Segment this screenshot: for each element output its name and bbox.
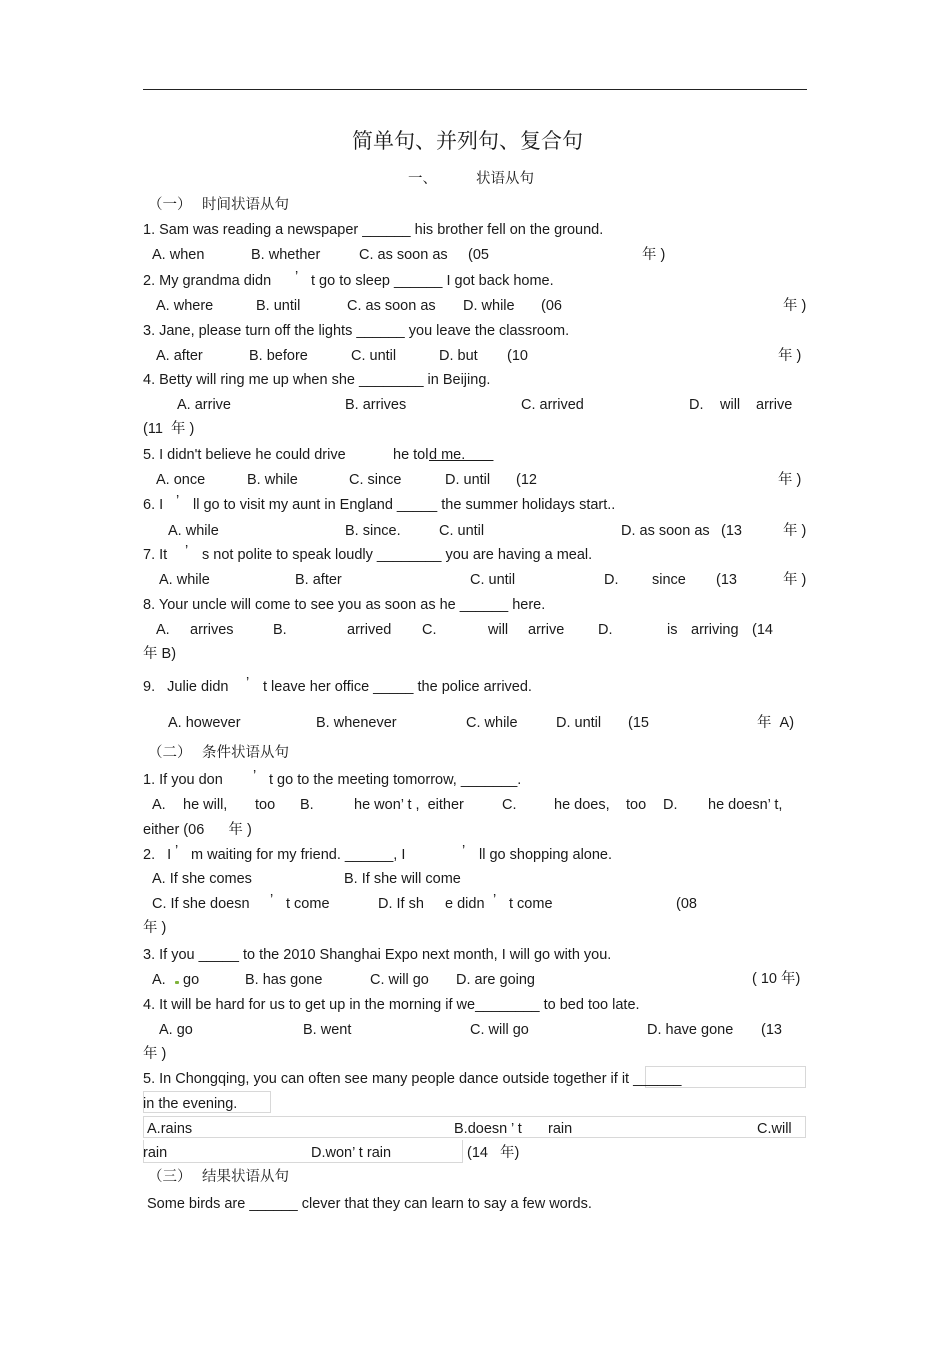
option-d-label: D. — [663, 797, 678, 813]
header-rule — [143, 89, 807, 90]
option-b-word: rain — [548, 1121, 573, 1137]
apostrophe: ’ — [295, 269, 299, 285]
option-a: A. go — [159, 1022, 193, 1038]
question-stem: 6. I — [143, 497, 164, 513]
option-c-word: too — [626, 797, 647, 813]
question-year: (05 — [468, 247, 489, 263]
section-number: 一、 — [408, 171, 437, 187]
option-c: C. If she doesn — [152, 896, 250, 912]
option-c: C. until — [470, 572, 516, 588]
question-stem-cont: t go to sleep ______ I got back home. — [311, 273, 554, 289]
question-stem: Some birds are ______ clever that they can learn to say a few words. — [147, 1196, 592, 1212]
question-year: (12 — [516, 472, 537, 488]
option-a-label: A. — [152, 972, 166, 988]
question-year: (13 — [721, 523, 742, 539]
question-year-suffix: 年 ) — [143, 920, 167, 936]
option-c: C. until — [351, 348, 397, 364]
question-year: (13 — [716, 572, 737, 588]
option-d-word: arriving — [691, 622, 739, 638]
question-year-suffix: 年 ) — [143, 1046, 167, 1062]
option-c: C. while — [466, 715, 518, 731]
question-year: (14 年) — [467, 1145, 520, 1161]
apostrophe: ’ — [253, 768, 257, 784]
option-b: B. has gone — [245, 972, 323, 988]
option-c-word: will — [488, 622, 509, 638]
option-b-word: he won’ t , either — [354, 797, 464, 813]
part2-heading: 条件状语从句 — [202, 745, 289, 761]
question-stem: 1. Sam was reading a newspaper ______ his brother fell on the ground. — [143, 222, 604, 238]
option-d-label: D. — [689, 397, 704, 413]
option-a: A. while — [159, 572, 210, 588]
option-d: D. while — [463, 298, 515, 314]
question-year: ( 10 年) — [752, 971, 801, 987]
option-d-word: since — [652, 572, 686, 588]
option-b: B. went — [303, 1022, 352, 1038]
option-a: A. while — [168, 523, 219, 539]
option-a-word: he will, — [183, 797, 228, 813]
question-year: (08 — [676, 896, 697, 912]
apostrophe: ’ — [246, 675, 250, 691]
option-d-word: is — [667, 622, 678, 638]
option-b-word: ’ t — [511, 1121, 522, 1137]
question-stem: 8. Your uncle will come to see you as soon as he ______ here. — [143, 597, 546, 613]
option-c: C. arrived — [521, 397, 584, 413]
question-stem: 5. I didn't believe he could drive — [143, 447, 346, 463]
option-a: A. arrive — [177, 397, 231, 413]
question-year-suffix: 年 ) — [778, 472, 802, 488]
question-stem-cont: t go to the meeting tomorrow, _______. — [269, 772, 522, 788]
option-c: C.will — [757, 1121, 792, 1137]
question-year-suffix: 年 ) — [783, 572, 807, 588]
option-a-word: go — [183, 972, 200, 988]
option-c: C. as soon as — [347, 298, 436, 314]
ink-speck — [175, 981, 179, 984]
option-c: C. will go — [370, 972, 429, 988]
options-frame — [143, 1140, 463, 1163]
part2-number: （二） — [148, 745, 192, 761]
option-b: B. whether — [251, 247, 321, 263]
option-a-label: A. — [156, 622, 170, 638]
option-c-word: he does, — [554, 797, 610, 813]
question-year: (14 — [752, 622, 773, 638]
option-a-word: arrives — [190, 622, 234, 638]
question-stem: 2. I — [143, 847, 172, 863]
question-year: (11 年 ) — [143, 421, 195, 437]
part1-heading: 时间状语从句 — [202, 197, 289, 213]
option-d: D. but — [439, 348, 478, 364]
option-c-label: C. — [422, 622, 437, 638]
part3-heading: 结果状语从句 — [202, 1169, 289, 1185]
option-b: B. after — [295, 572, 342, 588]
question-stem: 1. If you don — [143, 772, 223, 788]
question-stem-underlined: d me. — [429, 447, 494, 463]
option-d: D. as soon as — [621, 523, 710, 539]
option-d-label: D. — [598, 622, 613, 638]
question-year: (06 — [541, 298, 562, 314]
question-stem-cont: m waiting for my friend. ______, I — [191, 847, 406, 863]
question-year-suffix: 年 B) — [143, 646, 177, 662]
option-b: B. If she will come — [344, 871, 461, 887]
question-stem-cont: ll go to visit my aunt in England _____ the summer holidays start.. — [193, 497, 616, 513]
option-d: D. have gone — [647, 1022, 734, 1038]
question-year: (10 — [507, 348, 528, 364]
option-b-word: arrived — [347, 622, 392, 638]
apostrophe: ’ — [270, 892, 274, 908]
question-stem: 4. It will be hard for us to get up in the morning if we________ to bed too late. — [143, 997, 640, 1013]
option-a: A. where — [156, 298, 214, 314]
option-d: D. If sh — [378, 896, 424, 912]
option-d-cont: t come — [509, 896, 553, 912]
option-c-word: arrive — [528, 622, 565, 638]
option-d: D. are going — [456, 972, 535, 988]
apostrophe: ’ — [493, 892, 497, 908]
option-b: B. whenever — [316, 715, 397, 731]
question-stem-cont: he tol — [393, 447, 429, 463]
option-b-label: B. — [273, 622, 287, 638]
question-stem: 4. Betty will ring me up when she ________ in Beijing. — [143, 372, 491, 388]
question-year: either (06 年 ) — [143, 822, 252, 838]
question-stem-cont: in the evening. — [143, 1096, 238, 1112]
question-stem-cont: s not polite to speak loudly ________ you are having a meal. — [202, 547, 593, 563]
option-c: C. will go — [470, 1022, 529, 1038]
question-year-suffix: 年 ) — [642, 247, 666, 263]
apostrophe: ’ — [175, 843, 179, 859]
question-year-suffix: 年 ) — [783, 298, 807, 314]
apostrophe: ’ — [462, 843, 466, 859]
option-b: B. arrives — [345, 397, 407, 413]
option-a-word: too — [255, 797, 276, 813]
option-b: B. until — [256, 298, 301, 314]
option-d-label: D. — [604, 572, 619, 588]
option-c: C. since — [349, 472, 402, 488]
question-stem: 2. My grandma didn — [143, 273, 272, 289]
option-b-label: B. — [300, 797, 314, 813]
question-year-suffix: 年 ) — [778, 348, 802, 364]
option-d: D.won’ t rain — [311, 1145, 392, 1161]
option-d: D. until — [556, 715, 602, 731]
question-stem: 3. Jane, please turn off the lights ______ you leave the classroom. — [143, 323, 570, 339]
question-stem: 9. Julie didn — [143, 679, 229, 695]
option-b: B. while — [247, 472, 298, 488]
question-stem-cont: t leave her office _____ the police arrived. — [263, 679, 532, 695]
option-b-label: B.doesn — [454, 1121, 508, 1137]
option-c-cont: rain — [143, 1145, 168, 1161]
option-d-cont: e didn — [445, 896, 485, 912]
option-b: B. since. — [345, 523, 401, 539]
option-a: A. once — [156, 472, 206, 488]
option-c-label: C. — [502, 797, 517, 813]
question-year-suffix: 年 ) — [783, 523, 807, 539]
option-a: A. after — [156, 348, 203, 364]
option-a: A. when — [152, 247, 205, 263]
question-year: (15 — [628, 715, 649, 731]
part1-number: （一） — [148, 197, 192, 213]
option-d-word: arrive — [756, 397, 793, 413]
page-title: 简单句、并列句、复合句 — [352, 129, 583, 153]
option-a: A. however — [168, 715, 241, 731]
question-stem: 3. If you _____ to the 2010 Shanghai Expo next month, I will go with you. — [143, 947, 612, 963]
option-a: A. If she comes — [152, 871, 252, 887]
question-stem: 7. It — [143, 547, 168, 563]
question-stem-cont: ll go shopping alone. — [479, 847, 613, 863]
option-b: B. before — [249, 348, 308, 364]
option-d: D. until — [445, 472, 491, 488]
question-year: (13 — [761, 1022, 782, 1038]
option-c-cont: t come — [286, 896, 330, 912]
section-title: 状语从句 — [476, 171, 534, 187]
option-a-label: A. — [152, 797, 166, 813]
part3-number: （三） — [148, 1169, 192, 1185]
option-c: C. until — [439, 523, 485, 539]
apostrophe: ’ — [185, 543, 189, 559]
option-d-word: he doesn’ t, — [708, 797, 783, 813]
question-stem: 5. In Chongqing, you can often see many people dance outside together if it ______ — [143, 1071, 682, 1087]
question-year-suffix: 年 A) — [757, 715, 795, 731]
apostrophe: ’ — [176, 493, 180, 509]
option-a: A.rains — [147, 1121, 193, 1137]
option-c: C. as soon as — [359, 247, 448, 263]
option-d-word: will — [720, 397, 741, 413]
